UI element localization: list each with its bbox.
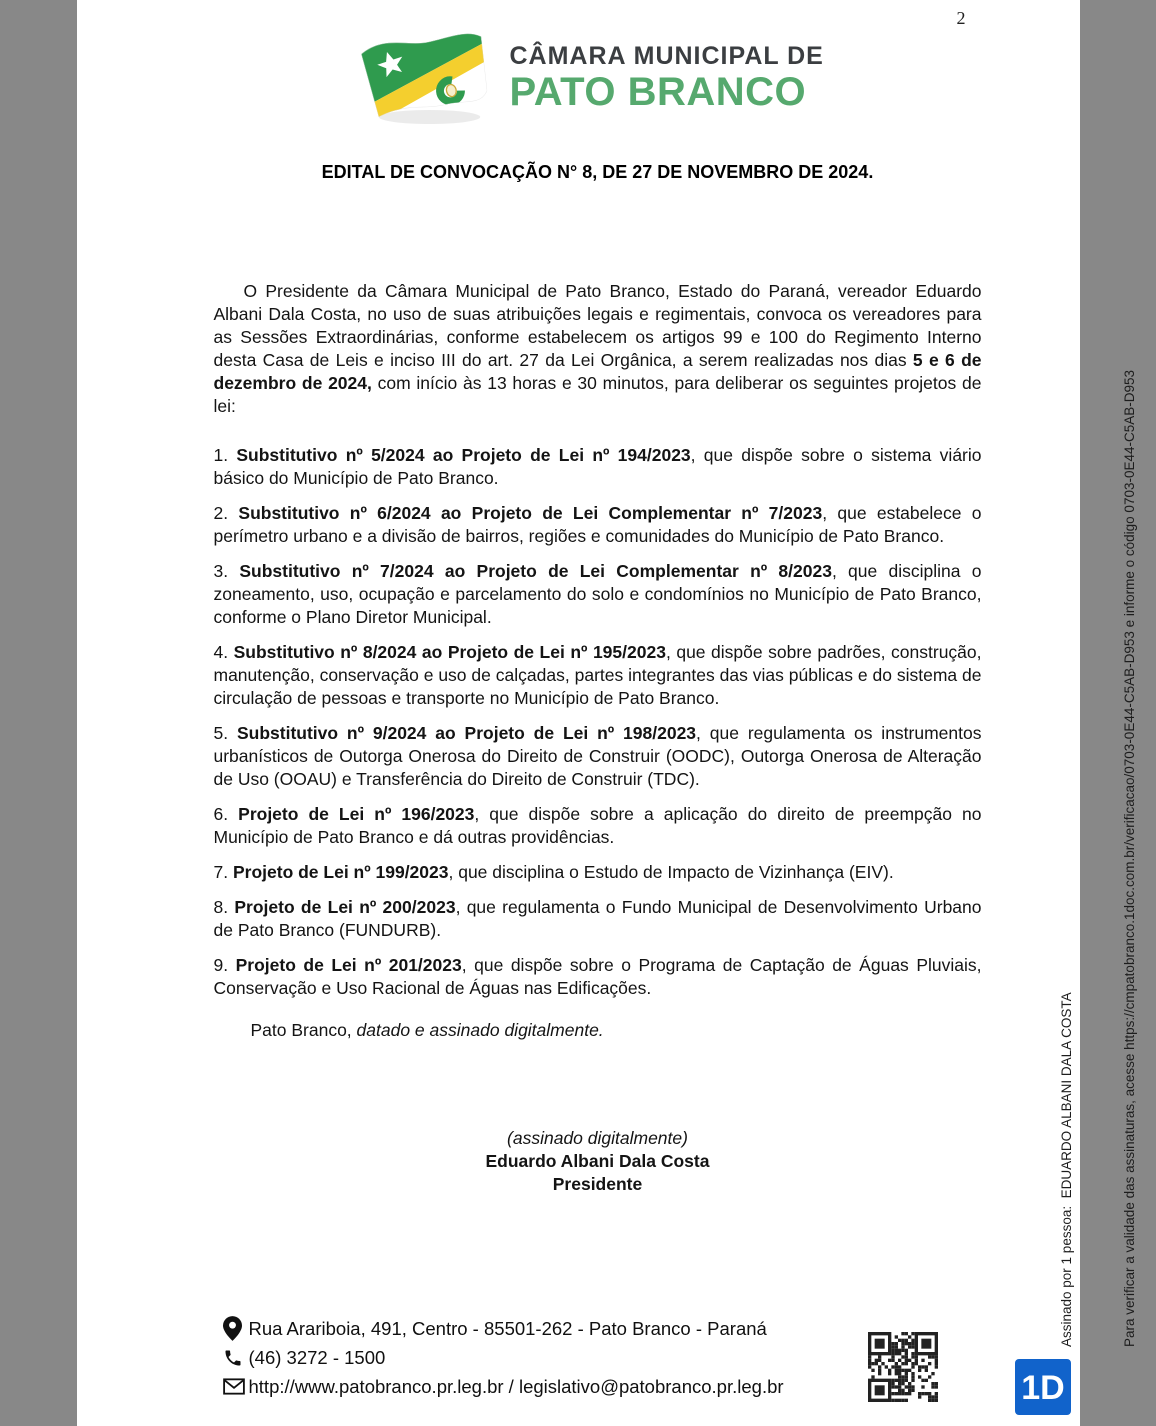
phone-icon: [223, 1348, 249, 1368]
address-line-wrap: [223, 1314, 784, 1343]
signatory-name: Eduardo Albani Dala Costa: [485, 1151, 710, 1171]
closing-digital-note: datado e assinado digitalmente.: [356, 1020, 604, 1040]
item-description: , que dispõe sobre padrões, construção, manutenção, conservação e uso de calçadas, partes integrantes das vias públicas e do sistema de circulação de pessoas e transporte no Município de Pato Branco.: [213, 642, 982, 708]
item-title: Projeto de Lei nº 201/2023: [235, 955, 462, 975]
law-item-1: [214, 444, 982, 490]
item-number: 7.: [213, 862, 233, 882]
phone-line-wrap: [223, 1343, 784, 1372]
item-title: Projeto de Lei nº 200/2023: [234, 897, 456, 917]
law-item-9: [214, 954, 982, 1000]
law-item-8: [214, 896, 982, 942]
item-number: 2.: [213, 503, 239, 523]
law-item-7: [214, 861, 982, 884]
onedoc-logo-text: 1D: [1020, 1369, 1065, 1407]
phone-text: (46) 3272 - 1500: [248, 1346, 386, 1368]
item-description: , que dispõe sobre a aplicação do direito de preempção no Município de Pato Branco e dá outras providências.: [213, 804, 982, 847]
item-description: , que regulamenta os instrumentos urbanísticos de Outorga Onerosa do Direito de Construir (OODC), Outorga Onerosa de Alteração de Uso (OOAU) e Transferência do Direito de Construir (TDC).: [213, 723, 982, 789]
signatory-role: Presidente: [552, 1174, 643, 1194]
item-title: Projeto de Lei nº 199/2023: [232, 862, 449, 882]
location-pin-icon: [223, 1316, 249, 1341]
envelope-icon: [223, 1378, 249, 1395]
item-description: , que disciplina o Estudo de Impacto de Vizinhança (EIV).: [448, 862, 894, 882]
intro-paragraph: [214, 280, 982, 418]
law-item-4: [214, 641, 982, 710]
law-item-2: [214, 502, 982, 548]
website-line-wrap: [223, 1372, 784, 1401]
item-description: , que disciplina o zoneamento, uso, ocupação e parcelamento do solo e condomínios no Município de Pato Branco, conforme o Plano Diretor Municipal.: [213, 561, 982, 627]
intro-text: O Presidente da Câmara Municipal de Pato Branco, Estado do Paraná, vereador Eduardo Albani Dala Costa, no uso de suas atribuições legais e regimentais, convoca os vereadores para as Sessões Extraordinárias, conforme estabelecem os artigos 99 e 100 do Regimento Interno desta Casa de Leis e inciso III do art. 27 da Lei Orgânica, a serem realizadas nos dias: [213, 281, 982, 370]
website-text: http://www.patobranco.pr.leg.br / legislativo@patobranco.pr.leg.br: [248, 1375, 784, 1397]
item-title: Substitutivo nº 7/2024 ao Projeto de Lei Complementar nº 8/2023: [239, 561, 832, 581]
qr-code: [868, 1331, 938, 1408]
law-item-6: [214, 803, 982, 849]
page-number: 2: [956, 8, 966, 28]
item-title: Substitutivo nº 8/2024 ao Projeto de Lei nº 195/2023: [233, 642, 666, 662]
item-description: , que regulamenta o Fundo Municipal de Desenvolvimento Urbano de Pato Branco (FUNDURB).: [213, 897, 982, 940]
footer-contact-block: [223, 1314, 784, 1401]
document-title: EDITAL DE CONVOCAÇÃO N° 8, DE 27 DE NOVEMBRO DE 2024.: [321, 162, 874, 182]
item-number: 8.: [213, 897, 235, 917]
signature-block: [214, 1127, 982, 1196]
org-name-line1: CÂMARA MUNICIPAL DE: [509, 42, 824, 70]
item-title: Substitutivo nº 6/2024 ao Projeto de Lei Complementar nº 7/2023: [238, 503, 823, 523]
closing-line: [214, 1019, 982, 1042]
signature-strip-line1: Assinado por 1 pessoa: EDUARDO ALBANI DALA COSTA: [1058, 992, 1074, 1347]
item-description: , que dispõe sobre o sistema viário básico do Município de Pato Branco.: [213, 445, 982, 488]
address-text: Rua Arariboia, 491, Centro - 85501-262 - Pato Branco - Paraná: [248, 1317, 767, 1339]
item-number: 9.: [213, 955, 236, 975]
onedoc-logo: [1015, 1359, 1071, 1420]
signature-strip-line2: Para verificar a validade das assinaturas, acesse https://cmpatobranco.1doc.com.br/verificacao/0703-0E44-C5AB-D953 e informe o código 0703-0E44-C5AB-D953: [1121, 369, 1137, 1347]
closing-place: Pato Branco,: [250, 1020, 357, 1040]
item-description: , que estabelece o perímetro urbano e a divisão de bairros, regiões e comunidades do Município de Pato Branco.: [213, 503, 982, 546]
item-title: Substitutivo nº 5/2024 ao Projeto de Lei nº 194/2023: [236, 445, 691, 465]
item-number: 4.: [213, 642, 234, 662]
law-item-5: [214, 722, 982, 791]
item-number: 3.: [213, 561, 240, 581]
item-number: 1.: [213, 445, 237, 465]
pato-branco-flag-icon: [349, 26, 489, 126]
item-title: Projeto de Lei nº 196/2023: [238, 804, 475, 824]
org-name-line2: PATO BRANCO: [509, 70, 807, 114]
law-item-3: [214, 560, 982, 629]
document-body: [214, 280, 982, 1196]
item-title: Substitutivo nº 9/2024 ao Projeto de Lei nº 198/2023: [236, 723, 697, 743]
item-number: 5.: [213, 723, 237, 743]
signature-note: (assinado digitalmente): [507, 1128, 688, 1148]
item-description: , que dispõe sobre o Programa de Captação de Águas Pluviais, Conservação e Uso Racional de Águas nas Edificações.: [213, 955, 982, 998]
intro-text-after: com início às 13 horas e 30 minutos, para deliberar os seguintes projetos de lei:: [213, 373, 982, 416]
intro-dates-bold: 5 e 6 de dezembro de 2024,: [213, 350, 982, 393]
document-page: [77, 0, 1137, 1426]
organization-name: [510, 42, 824, 112]
item-number: 6.: [213, 804, 239, 824]
digital-signature-strip: [1014, 370, 1156, 1347]
